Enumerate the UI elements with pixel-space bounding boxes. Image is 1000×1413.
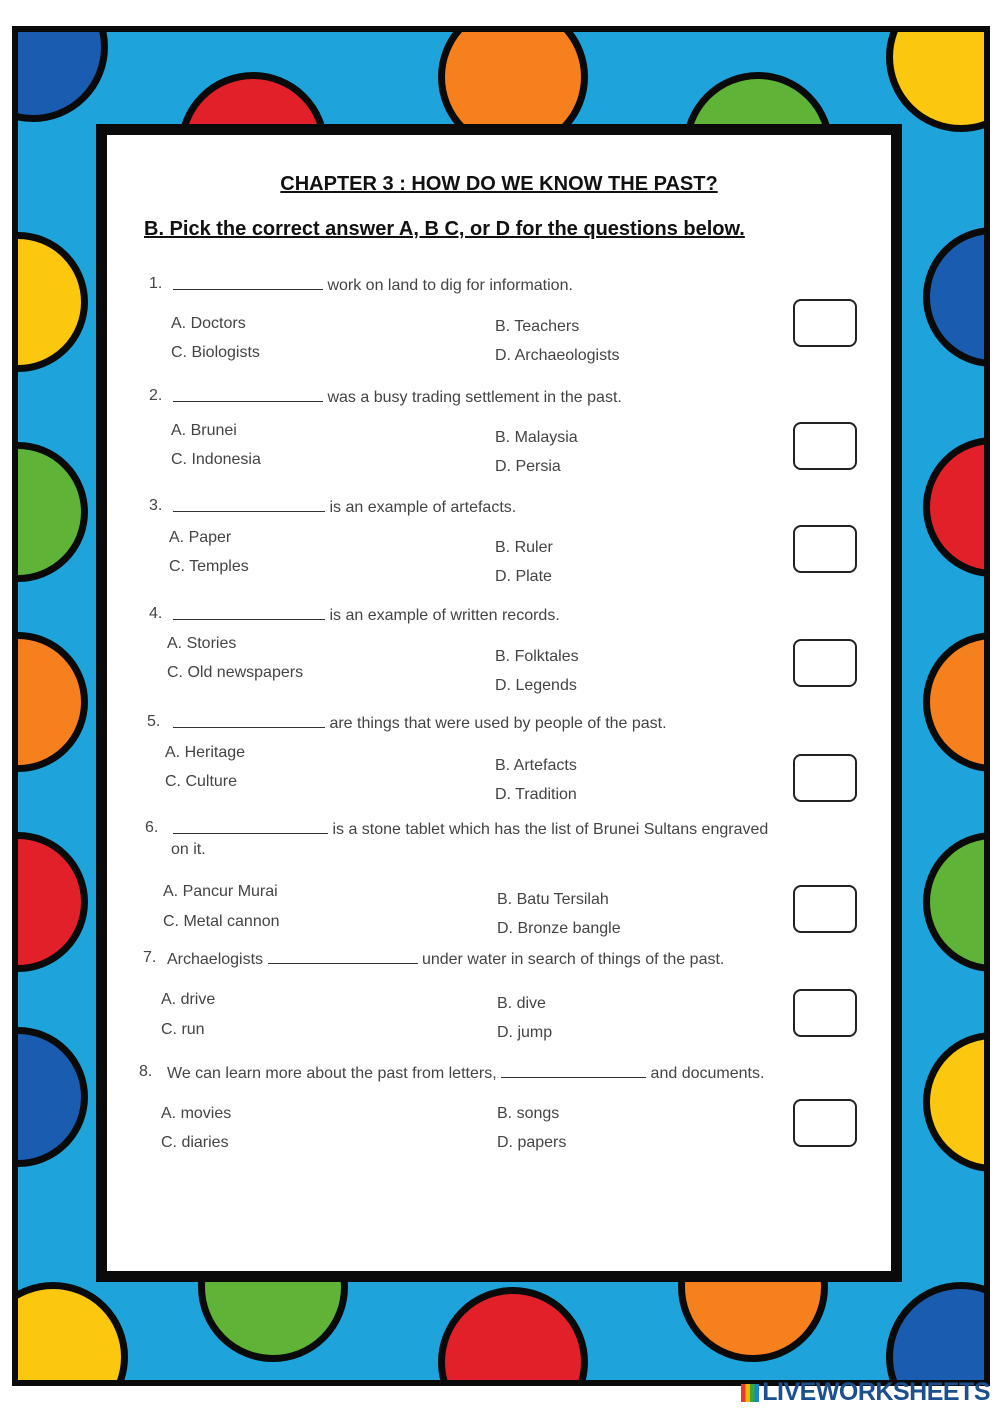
question-lead-text: We can learn more about the past from letters, bbox=[167, 1065, 497, 1082]
option-c: C. Biologists bbox=[171, 344, 260, 361]
instructions: B. Pick the correct answer A, B C, or D for the questions below. bbox=[144, 218, 745, 240]
question-text: and documents. bbox=[650, 1065, 765, 1082]
option-c: C. diaries bbox=[161, 1134, 229, 1151]
question-text: was a busy trading settlement in the past. bbox=[327, 389, 622, 406]
option-d: D. jump bbox=[497, 1024, 553, 1041]
option-b: B. Teachers bbox=[495, 318, 580, 335]
question-number: 1. bbox=[149, 275, 163, 292]
decor-dot bbox=[12, 1027, 88, 1167]
logo-icon bbox=[741, 1384, 759, 1402]
option-a: A. Pancur Murai bbox=[163, 883, 278, 900]
option-a: A. movies bbox=[161, 1105, 232, 1122]
answer-blank bbox=[268, 949, 418, 964]
decor-dot bbox=[923, 1032, 990, 1172]
answer-blank bbox=[501, 1063, 646, 1078]
option-b: B. Malaysia bbox=[495, 429, 578, 446]
option-a: A. Doctors bbox=[171, 315, 246, 332]
question-text: is an example of artefacts. bbox=[329, 499, 517, 516]
option-d: D. Legends bbox=[495, 677, 577, 694]
question-number: 5. bbox=[147, 713, 161, 730]
answer-blank bbox=[173, 275, 323, 290]
option-c: C. run bbox=[161, 1021, 205, 1038]
option-a: A. drive bbox=[161, 991, 216, 1008]
decor-dot bbox=[923, 832, 990, 972]
option-a: A. Paper bbox=[169, 529, 232, 546]
option-b: B. Batu Tersilah bbox=[497, 891, 609, 908]
question-text: is a stone tablet which has the list of Brunei Sultans engraved bbox=[332, 821, 769, 838]
answer-box[interactable] bbox=[793, 299, 857, 347]
option-d: D. Tradition bbox=[495, 786, 577, 803]
option-d: D. Plate bbox=[495, 568, 552, 585]
decor-dot bbox=[923, 632, 990, 772]
question-number: 6. bbox=[145, 819, 159, 836]
decor-dot bbox=[12, 632, 88, 772]
answer-box[interactable] bbox=[793, 422, 857, 470]
decor-dot bbox=[923, 227, 990, 367]
decor-dot bbox=[12, 442, 88, 582]
answer-box[interactable] bbox=[793, 525, 857, 573]
question-text: are things that were used by people of the past. bbox=[329, 715, 667, 732]
decor-dot bbox=[438, 1287, 588, 1386]
decor-dot bbox=[12, 832, 88, 972]
decor-dot bbox=[886, 26, 990, 132]
option-d: D. Archaeologists bbox=[495, 347, 620, 364]
option-a: A. Brunei bbox=[171, 422, 237, 439]
decor-dot bbox=[12, 1282, 128, 1386]
page-title: CHAPTER 3 : HOW DO WE KNOW THE PAST? bbox=[280, 173, 718, 195]
question-text: under water in search of things of the past. bbox=[421, 951, 725, 968]
decor-dot bbox=[886, 1282, 990, 1386]
answer-box[interactable] bbox=[793, 885, 857, 933]
answer-box[interactable] bbox=[793, 989, 857, 1037]
option-b: B. Folktales bbox=[495, 648, 579, 665]
option-b: B. dive bbox=[497, 995, 546, 1012]
question-number: 2. bbox=[149, 387, 163, 404]
answer-box[interactable] bbox=[793, 639, 857, 687]
option-c: C. Metal cannon bbox=[163, 913, 280, 930]
answer-blank bbox=[173, 713, 325, 728]
option-d: D. Bronze bangle bbox=[497, 920, 621, 937]
decor-dot bbox=[12, 26, 108, 122]
answer-blank bbox=[173, 497, 325, 512]
answer-blank bbox=[173, 605, 325, 620]
question-text: work on land to dig for information. bbox=[327, 277, 573, 294]
logo-text: LIVEWORKSHEETS bbox=[762, 1378, 990, 1406]
liveworksheets-logo[interactable] bbox=[741, 1378, 990, 1407]
question-text-continued: on it. bbox=[171, 841, 206, 858]
option-b: B. Ruler bbox=[495, 539, 553, 556]
question-text: is an example of written records. bbox=[329, 607, 560, 624]
question-number: 7. bbox=[143, 949, 157, 966]
option-c: C. Old newspapers bbox=[167, 664, 304, 681]
answer-box[interactable] bbox=[793, 754, 857, 802]
decor-dot bbox=[923, 437, 990, 577]
question-number: 3. bbox=[149, 497, 163, 514]
option-b: B. Artefacts bbox=[495, 757, 577, 774]
option-a: A. Stories bbox=[167, 635, 237, 652]
worksheet bbox=[96, 124, 902, 1282]
answer-blank bbox=[173, 387, 323, 402]
option-d: D. papers bbox=[497, 1134, 567, 1151]
answer-box[interactable] bbox=[793, 1099, 857, 1147]
option-a: A. Heritage bbox=[165, 744, 246, 761]
option-c: C. Indonesia bbox=[171, 451, 261, 468]
answer-blank bbox=[173, 819, 328, 834]
option-b: B. songs bbox=[497, 1105, 560, 1122]
option-c: C. Temples bbox=[169, 558, 249, 575]
decor-dot bbox=[12, 232, 88, 372]
option-c: C. Culture bbox=[165, 773, 238, 790]
question-lead-text: Archaelogists bbox=[167, 951, 264, 968]
question-number: 4. bbox=[149, 605, 163, 622]
question-number: 8. bbox=[139, 1063, 153, 1080]
option-d: D. Persia bbox=[495, 458, 561, 475]
